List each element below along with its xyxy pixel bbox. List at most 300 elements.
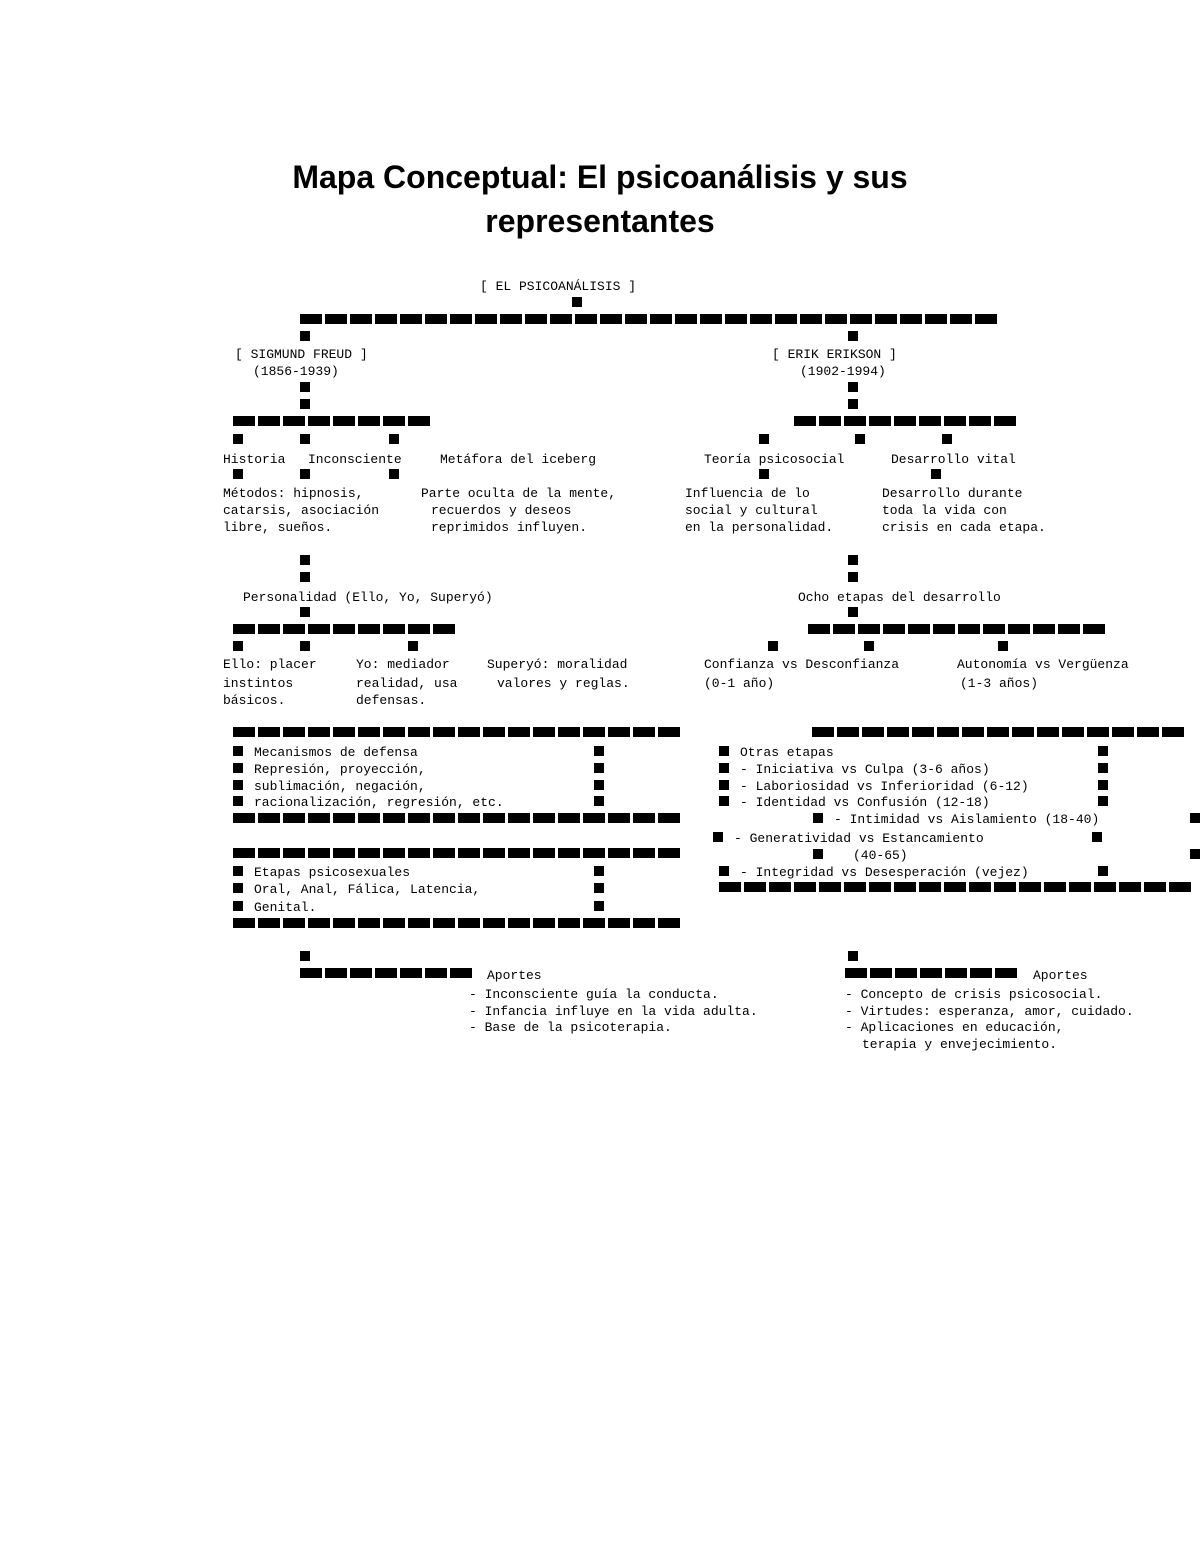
- connector-bar-segment: [883, 624, 905, 634]
- freud-aportes-line: - Inconsciente guía la conducta.: [469, 987, 719, 1002]
- connector-bar-segment: [987, 727, 1009, 737]
- connector-bar-segment: [744, 882, 766, 892]
- mecanismos-line: Mecanismos de defensa: [254, 745, 418, 760]
- freud-aportes-line: - Base de la psicoterapia.: [469, 1020, 672, 1035]
- connector-block: [998, 641, 1008, 651]
- connector-block: [813, 849, 823, 859]
- connector-block: [594, 780, 604, 790]
- connector-bar-segment: [375, 968, 397, 978]
- freud-superyo-line: valores y reglas.: [497, 676, 630, 691]
- connector-block: [300, 382, 310, 392]
- connector-block: [233, 780, 243, 790]
- otras-etapas-line: - Iniciativa vs Culpa (3-6 años): [740, 762, 990, 777]
- connector-bar-segment: [558, 727, 580, 737]
- connector-bar-segment: [894, 416, 916, 426]
- connector-bar-segment: [919, 416, 941, 426]
- connector-block: [1098, 763, 1108, 773]
- connector-bar-segment: [483, 848, 505, 858]
- connector-bar-segment: [1083, 624, 1105, 634]
- connector-bar-segment: [583, 918, 605, 928]
- connector-bar-segment: [994, 882, 1016, 892]
- connector-bar-segment: [658, 813, 680, 823]
- connector-bar-segment: [970, 968, 992, 978]
- freud-ello-line: instintos: [223, 676, 294, 691]
- erikson-aportes-line: - Concepto de crisis psicosocial.: [845, 987, 1103, 1002]
- connector-bar-segment: [258, 813, 280, 823]
- connector-bar-segment: [819, 416, 841, 426]
- connector-bar-segment: [944, 416, 966, 426]
- connector-bar-segment: [719, 882, 741, 892]
- connector-bar-segment: [800, 314, 822, 324]
- connector-bar-segment: [1033, 624, 1055, 634]
- connector-block: [233, 901, 243, 911]
- connector-bar-segment: [1019, 882, 1041, 892]
- erikson-confianza-line: Confianza vs Desconfianza: [704, 657, 900, 672]
- connector-block: [719, 763, 729, 773]
- connector-bar-segment: [358, 918, 380, 928]
- connector-block: [768, 641, 778, 651]
- freud-metodos-line: catarsis, asociación: [223, 503, 380, 518]
- freud-ello-line: Ello: placer: [223, 657, 317, 672]
- connector-bar-segment: [1119, 882, 1141, 892]
- connector-block: [300, 434, 310, 444]
- connector-block: [848, 572, 858, 582]
- connector-bar-segment: [508, 848, 530, 858]
- connector-bar-segment: [458, 848, 480, 858]
- connector-block: [848, 555, 858, 565]
- connector-bar-segment: [425, 314, 447, 324]
- connector-bar-segment: [895, 968, 917, 978]
- connector-bar-segment: [920, 968, 942, 978]
- connector-block: [719, 746, 729, 756]
- connector-bar-segment: [837, 727, 859, 737]
- connector-bar-segment: [944, 882, 966, 892]
- connector-bar-segment: [433, 727, 455, 737]
- otras-etapas-line: - Intimidad vs Aislamiento (18-40): [834, 812, 1100, 827]
- erikson-confianza-line: (0-1 año): [704, 676, 775, 691]
- connector-block: [300, 641, 310, 651]
- connector-bar-segment: [258, 848, 280, 858]
- freud-iceberg-line: recuerdos y deseos: [431, 503, 572, 518]
- connector-bar-segment: [919, 882, 941, 892]
- connector-block: [848, 382, 858, 392]
- connector-block: [719, 796, 729, 806]
- connector-bar-segment: [969, 416, 991, 426]
- connector-bar-segment: [233, 727, 255, 737]
- connector-bar-segment: [575, 314, 597, 324]
- connector-block: [942, 434, 952, 444]
- connector-bar-segment: [308, 918, 330, 928]
- connector-bar-segment: [433, 848, 455, 858]
- mecanismos-line: sublimación, negación,: [254, 779, 426, 794]
- erikson-aportes-label: Aportes: [1033, 968, 1088, 983]
- connector-bar-segment: [383, 727, 405, 737]
- connector-bar-segment: [300, 314, 322, 324]
- connector-bar-segment: [850, 314, 872, 324]
- connector-bar-segment: [283, 848, 305, 858]
- connector-bar-segment: [887, 727, 909, 737]
- connector-block: [300, 555, 310, 565]
- connector-bar-segment: [408, 848, 430, 858]
- connector-bar-segment: [908, 624, 930, 634]
- mecanismos-line: racionalización, regresión, etc.: [254, 795, 504, 810]
- connector-bar-segment: [308, 416, 330, 426]
- connector-bar-segment: [333, 813, 355, 823]
- connector-bar-segment: [333, 416, 355, 426]
- freud-superyo-line: Superyó: moralidad: [487, 657, 628, 672]
- erikson-aportes-line: - Aplicaciones en educación,: [845, 1020, 1064, 1035]
- connector-bar-segment: [1137, 727, 1159, 737]
- connector-bar-segment: [358, 416, 380, 426]
- connector-bar-segment: [233, 918, 255, 928]
- connector-bar-segment: [900, 314, 922, 324]
- mecanismos-line: Represión, proyección,: [254, 762, 426, 777]
- connector-block: [300, 399, 310, 409]
- connector-bar-segment: [283, 416, 305, 426]
- connector-bar-segment: [483, 918, 505, 928]
- connector-bar-segment: [525, 314, 547, 324]
- connector-block: [233, 746, 243, 756]
- connector-bar-segment: [1012, 727, 1034, 737]
- connector-bar-segment: [508, 813, 530, 823]
- connector-bar-segment: [869, 416, 891, 426]
- connector-bar-segment: [958, 624, 980, 634]
- connector-block: [1092, 832, 1102, 842]
- connector-bar-segment: [769, 882, 791, 892]
- connector-bar-segment: [408, 727, 430, 737]
- connector-block: [713, 832, 723, 842]
- connector-bar-segment: [945, 968, 967, 978]
- connector-bar-segment: [458, 918, 480, 928]
- connector-bar-segment: [633, 918, 655, 928]
- connector-bar-segment: [812, 727, 834, 737]
- connector-bar-segment: [383, 624, 405, 634]
- freud-iceberg-line: Parte oculta de la mente,: [421, 486, 617, 501]
- connector-block: [300, 951, 310, 961]
- connector-block: [389, 434, 399, 444]
- connector-bar-segment: [500, 314, 522, 324]
- connector-bar-segment: [258, 624, 280, 634]
- connector-bar-segment: [433, 624, 455, 634]
- connector-bar-segment: [533, 727, 555, 737]
- connector-bar-segment: [819, 882, 841, 892]
- connector-bar-segment: [400, 968, 422, 978]
- connector-bar-segment: [950, 314, 972, 324]
- connector-bar-segment: [750, 314, 772, 324]
- connector-bar-segment: [1008, 624, 1030, 634]
- erikson-branch-psicosocial: Teoría psicosocial: [704, 452, 845, 467]
- erikson-years: (1902-1994): [800, 364, 886, 379]
- connector-block: [864, 641, 874, 651]
- connector-bar-segment: [283, 727, 305, 737]
- connector-bar-segment: [775, 314, 797, 324]
- connector-block: [408, 641, 418, 651]
- connector-bar-segment: [308, 813, 330, 823]
- connector-bar-segment: [658, 848, 680, 858]
- connector-bar-segment: [608, 813, 630, 823]
- otras-etapas-line: - Identidad vs Confusión (12-18): [740, 795, 990, 810]
- connector-bar-segment: [350, 968, 372, 978]
- connector-block: [1098, 780, 1108, 790]
- connector-bar-segment: [283, 918, 305, 928]
- connector-bar-segment: [325, 968, 347, 978]
- connector-bar-segment: [869, 882, 891, 892]
- connector-bar-segment: [700, 314, 722, 324]
- connector-bar-segment: [258, 416, 280, 426]
- freud-metodos-line: Métodos: hipnosis,: [223, 486, 364, 501]
- otras-etapas-line: - Integridad vs Desesperación (vejez): [740, 865, 1029, 880]
- connector-block: [931, 469, 941, 479]
- connector-bar-segment: [458, 727, 480, 737]
- connector-bar-segment: [308, 848, 330, 858]
- connector-bar-segment: [833, 624, 855, 634]
- freud-branch-iceberg: Metáfora del iceberg: [440, 452, 597, 467]
- connector-bar-segment: [233, 416, 255, 426]
- erikson-vital-line: crisis en cada etapa.: [882, 520, 1046, 535]
- connector-bar-segment: [1044, 882, 1066, 892]
- connector-bar-segment: [658, 918, 680, 928]
- connector-block: [389, 469, 399, 479]
- connector-block: [300, 572, 310, 582]
- connector-bar-segment: [408, 624, 430, 634]
- erikson-etapas: Ocho etapas del desarrollo: [798, 590, 1001, 605]
- connector-bar-segment: [483, 727, 505, 737]
- connector-bar-segment: [875, 314, 897, 324]
- connector-bar-segment: [1069, 882, 1091, 892]
- connector-bar-segment: [358, 624, 380, 634]
- psicosexuales-line: Etapas psicosexuales: [254, 865, 411, 880]
- connector-bar-segment: [375, 314, 397, 324]
- connector-bar-segment: [725, 314, 747, 324]
- connector-block: [1190, 849, 1200, 859]
- connector-bar-segment: [808, 624, 830, 634]
- freud-branch-inconsciente: Inconsciente: [308, 452, 402, 467]
- freud-personalidad: Personalidad (Ello, Yo, Superyó): [243, 590, 493, 605]
- connector-block: [233, 763, 243, 773]
- connector-bar-segment: [383, 848, 405, 858]
- connector-bar-segment: [358, 813, 380, 823]
- connector-block: [594, 763, 604, 773]
- connector-bar-segment: [794, 416, 816, 426]
- erikson-aportes-line: terapia y envejecimiento.: [862, 1037, 1058, 1052]
- connector-bar-segment: [483, 813, 505, 823]
- connector-block: [855, 434, 865, 444]
- connector-bar-segment: [558, 813, 580, 823]
- erikson-psicosocial-line: social y cultural: [685, 503, 818, 518]
- connector-bar-segment: [283, 624, 305, 634]
- otras-etapas-line: - Laboriosidad vs Inferioridad (6-12): [740, 779, 1029, 794]
- connector-bar-segment: [633, 813, 655, 823]
- connector-block: [233, 883, 243, 893]
- connector-bar-segment: [1062, 727, 1084, 737]
- connector-bar-segment: [458, 813, 480, 823]
- connector-bar-segment: [844, 882, 866, 892]
- connector-block: [594, 796, 604, 806]
- erikson-name: [ ERIK ERIKSON ]: [772, 347, 897, 362]
- connector-bar-segment: [358, 848, 380, 858]
- connector-bar-segment: [425, 968, 447, 978]
- connector-bar-segment: [844, 416, 866, 426]
- connector-bar-segment: [233, 813, 255, 823]
- connector-bar-segment: [508, 918, 530, 928]
- connector-bar-segment: [1094, 882, 1116, 892]
- connector-block: [233, 796, 243, 806]
- freud-yo-line: defensas.: [356, 693, 427, 708]
- connector-bar-segment: [383, 813, 405, 823]
- connector-block: [233, 866, 243, 876]
- connector-bar-segment: [450, 314, 472, 324]
- connector-bar-segment: [258, 918, 280, 928]
- connector-bar-segment: [450, 968, 472, 978]
- erikson-branch-vital: Desarrollo vital: [891, 452, 1016, 467]
- connector-bar-segment: [1169, 882, 1191, 892]
- connector-bar-segment: [308, 727, 330, 737]
- connector-bar-segment: [383, 416, 405, 426]
- connector-bar-segment: [558, 848, 580, 858]
- connector-bar-segment: [608, 848, 630, 858]
- freud-ello-line: básicos.: [223, 693, 286, 708]
- connector-block: [300, 469, 310, 479]
- connector-bar-segment: [533, 813, 555, 823]
- erikson-psicosocial-line: Influencia de lo: [685, 486, 810, 501]
- connector-block: [594, 866, 604, 876]
- connector-block: [233, 641, 243, 651]
- connector-bar-segment: [550, 314, 572, 324]
- connector-bar-segment: [358, 727, 380, 737]
- connector-bar-segment: [333, 918, 355, 928]
- connector-bar-segment: [1144, 882, 1166, 892]
- connector-block: [848, 607, 858, 617]
- connector-bar-segment: [333, 727, 355, 737]
- connector-bar-segment: [633, 848, 655, 858]
- connector-block: [848, 399, 858, 409]
- otras-etapas-line: (40-65): [853, 848, 908, 863]
- connector-bar-segment: [533, 918, 555, 928]
- connector-bar-segment: [995, 968, 1017, 978]
- connector-bar-segment: [925, 314, 947, 324]
- erikson-autonomia-line: (1-3 años): [960, 676, 1039, 691]
- connector-bar-segment: [894, 882, 916, 892]
- connector-block: [848, 951, 858, 961]
- connector-bar-segment: [233, 848, 255, 858]
- page-title: Mapa Conceptual: El psicoanálisis y sus representantes: [292, 159, 908, 239]
- connector-bar-segment: [1162, 727, 1184, 737]
- connector-bar-segment: [300, 968, 322, 978]
- connector-bar-segment: [333, 848, 355, 858]
- connector-bar-segment: [325, 314, 347, 324]
- connector-bar-segment: [583, 848, 605, 858]
- connector-block: [813, 813, 823, 823]
- connector-bar-segment: [870, 968, 892, 978]
- connector-bar-segment: [1058, 624, 1080, 634]
- connector-bar-segment: [400, 314, 422, 324]
- connector-bar-segment: [283, 813, 305, 823]
- connector-bar-segment: [608, 918, 630, 928]
- connector-bar-segment: [845, 968, 867, 978]
- connector-bar-segment: [962, 727, 984, 737]
- connector-bar-segment: [862, 727, 884, 737]
- erikson-psicosocial-line: en la personalidad.: [685, 520, 834, 535]
- otras-etapas-line: Otras etapas: [740, 745, 834, 760]
- connector-block: [759, 469, 769, 479]
- connector-bar-segment: [1112, 727, 1134, 737]
- connector-bar-segment: [408, 813, 430, 823]
- connector-bar-segment: [650, 314, 672, 324]
- freud-yo-line: realidad, usa: [356, 676, 458, 691]
- connector-bar-segment: [1087, 727, 1109, 737]
- freud-years: (1856-1939): [253, 364, 339, 379]
- root-node: [ EL PSICOANÁLISIS ]: [480, 279, 637, 294]
- connector-bar-segment: [258, 727, 280, 737]
- connector-block: [1190, 813, 1200, 823]
- psicosexuales-line: Genital.: [254, 900, 317, 915]
- connector-bar-segment: [433, 813, 455, 823]
- connector-bar-segment: [508, 727, 530, 737]
- connector-bar-segment: [233, 624, 255, 634]
- erikson-vital-line: toda la vida con: [882, 503, 1007, 518]
- connector-block: [233, 434, 243, 444]
- connector-bar-segment: [583, 813, 605, 823]
- connector-bar-segment: [975, 314, 997, 324]
- connector-bar-segment: [912, 727, 934, 737]
- psicosexuales-line: Oral, Anal, Fálica, Latencia,: [254, 882, 481, 897]
- freud-aportes-line: - Infancia influye en la vida adulta.: [469, 1004, 758, 1019]
- connector-bar-segment: [558, 918, 580, 928]
- connector-bar-segment: [600, 314, 622, 324]
- connector-bar-segment: [408, 918, 430, 928]
- connector-bar-segment: [308, 624, 330, 634]
- connector-bar-segment: [937, 727, 959, 737]
- connector-block: [1098, 746, 1108, 756]
- connector-block: [300, 607, 310, 617]
- connector-block: [759, 434, 769, 444]
- connector-bar-segment: [675, 314, 697, 324]
- connector-bar-segment: [333, 624, 355, 634]
- erikson-vital-line: Desarrollo durante: [882, 486, 1023, 501]
- connector-block: [1098, 796, 1108, 806]
- connector-block: [719, 866, 729, 876]
- connector-block: [233, 469, 243, 479]
- connector-block: [1098, 866, 1108, 876]
- connector-bar-segment: [608, 727, 630, 737]
- connector-bar-segment: [983, 624, 1005, 634]
- connector-block: [594, 746, 604, 756]
- connector-bar-segment: [383, 918, 405, 928]
- erikson-aportes-line: - Virtudes: esperanza, amor, cuidado.: [845, 1004, 1134, 1019]
- connector-bar-segment: [350, 314, 372, 324]
- connector-bar-segment: [825, 314, 847, 324]
- freud-name: [ SIGMUND FREUD ]: [235, 347, 368, 362]
- connector-block: [594, 883, 604, 893]
- connector-bar-segment: [969, 882, 991, 892]
- connector-bar-segment: [858, 624, 880, 634]
- connector-bar-segment: [994, 416, 1016, 426]
- freud-yo-line: Yo: mediador: [356, 657, 450, 672]
- otras-etapas-line: - Generatividad vs Estancamiento: [734, 831, 984, 846]
- freud-iceberg-line: reprimidos influyen.: [431, 520, 588, 535]
- erikson-autonomia-line: Autonomía vs Vergüenza: [957, 657, 1129, 672]
- connector-bar-segment: [658, 727, 680, 737]
- connector-block: [572, 297, 582, 307]
- connector-block: [719, 780, 729, 790]
- connector-bar-segment: [583, 727, 605, 737]
- connector-bar-segment: [533, 848, 555, 858]
- connector-bar-segment: [933, 624, 955, 634]
- connector-bar-segment: [794, 882, 816, 892]
- connector-bar-segment: [633, 727, 655, 737]
- connector-block: [300, 331, 310, 341]
- connector-bar-segment: [625, 314, 647, 324]
